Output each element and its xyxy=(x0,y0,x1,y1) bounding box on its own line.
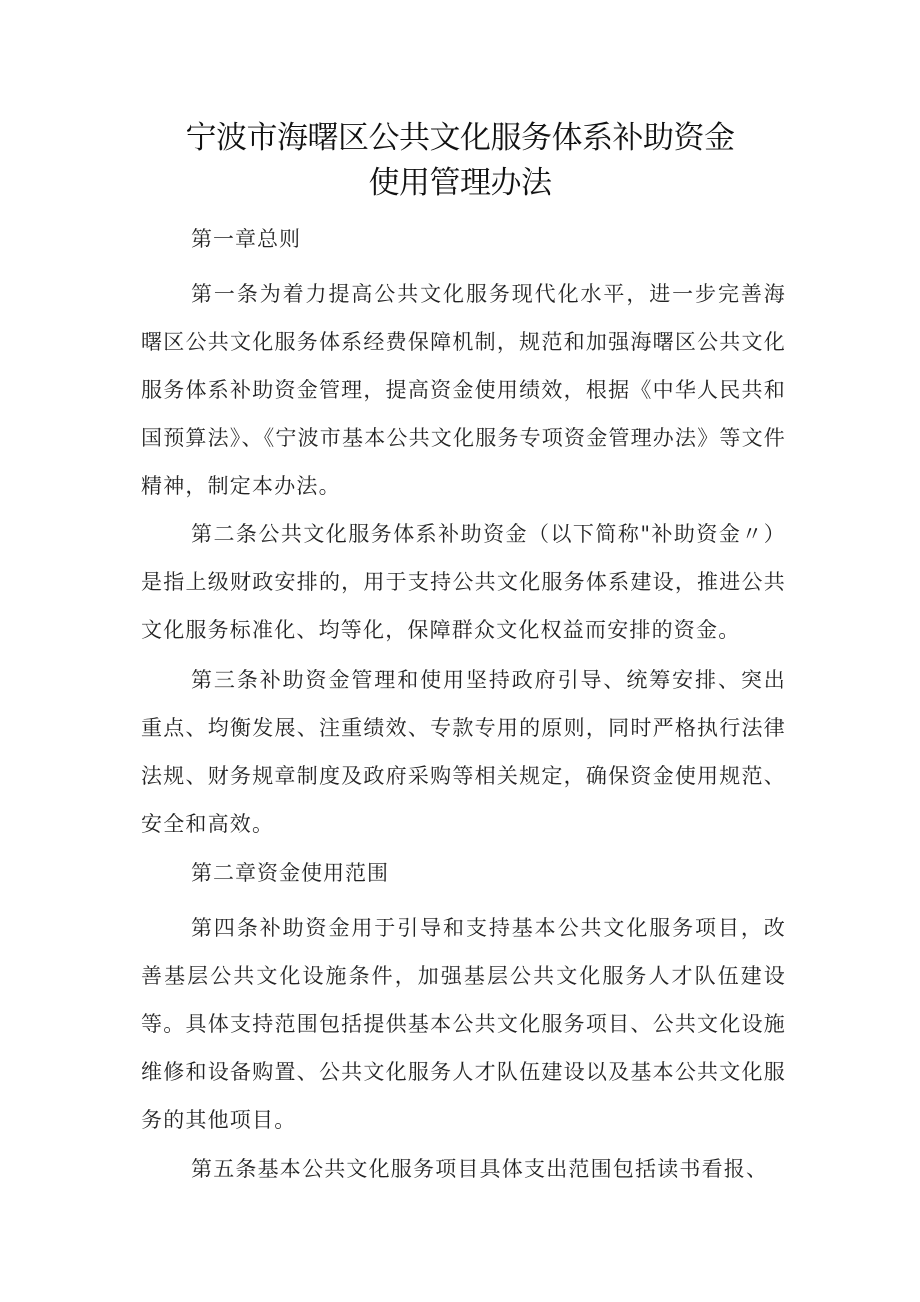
article-3: 第三条补助资金管理和使用坚持政府引导、统筹安排、突出重点、均衡发展、注重绩效、专款专用的原则，同时严格执行法律法规、财务规章制度及政府采购等相关规定，确保资金使用规范、安全和高效。 xyxy=(141,668,786,836)
chapter-2-heading: 第二章资金使用范围 xyxy=(191,861,389,885)
document-title-line-1: 宁波市海曙区公共文化服务体系补助资金 xyxy=(185,120,735,156)
chapter-1-heading: 第一章总则 xyxy=(191,227,301,251)
article-5-start: 第五条基本公共文化服务项目具体支出范围包括读书看报、 xyxy=(191,1157,769,1181)
article-4: 第四条补助资金用于引导和支持基本公共文化服务项目，改善基层公共文化设施条件，加强基层公共文化服务人才队伍建设等。具体支持范围包括提供基本公共文化服务项目、公共文化设施维修和设备购置、公共文化服务人才队伍建设以及基本公共文化服务的其他项目。 xyxy=(141,916,786,1132)
article-1: 第一条为着力提高公共文化服务现代化水平，进一步完善海曙区公共文化服务体系经费保障机制，规范和加强海曙区公共文化服务体系补助资金管理，提高资金使用绩效，根据《中华人民共和国预算法》、《宁波市基本公共文化服务专项资金管理办法》等文件精神，制定本办法。 xyxy=(141,282,786,498)
article-2: 第二条公共文化服务体系补助资金（以下简称"补助资金〃）是指上级财政安排的，用于支持公共文化服务体系建设，推进公共文化服务标准化、均等化，保障群众文化权益而安排的资金。 xyxy=(141,522,786,642)
document-title-line-2: 使用管理办法 xyxy=(368,165,552,201)
